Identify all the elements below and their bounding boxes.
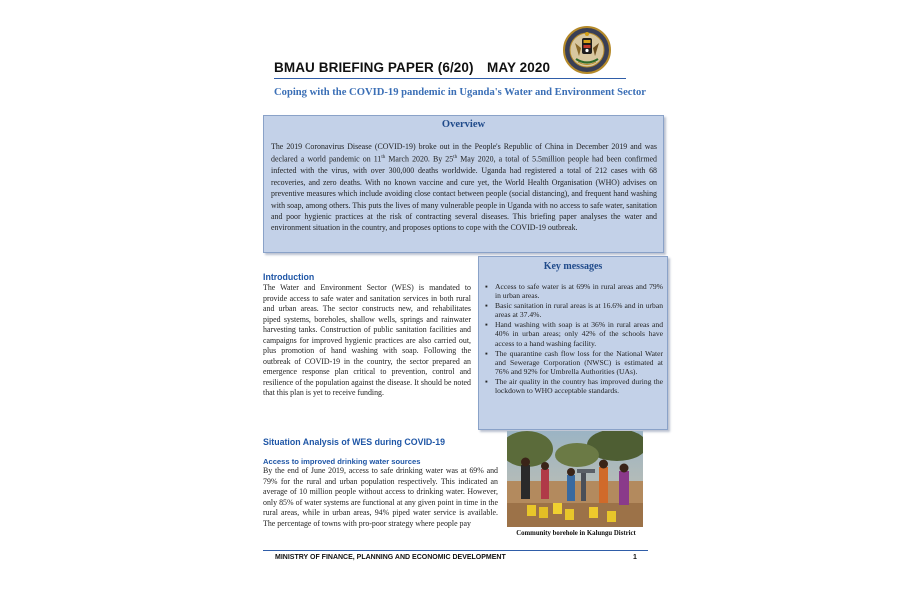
briefing-series: BMAU BRIEFING PAPER (6/20): [274, 60, 474, 75]
key-messages-list: [485, 282, 663, 396]
bullet-icon: ▪: [485, 320, 488, 330]
introduction-text: The Water and Environment Sector (WES) is mandated to provide access to safe water and sanitation services in both rural and urban areas. The sector constructs new, and rehabilitates piped systems, boreholes, shallow wells, springs and rainwater harvesting tanks. Construction of public sanitation facilities and campaigns for improved hygienic practices are also carried out, plus promotion of hand washing with soap. Following the outbreak of COVID-19 in the country, the sector prepared an emergence response plan critical to prevention, control and resilience of the population against the disease. It should be noted that this plan is yet to receive funding.: [263, 283, 471, 397]
bullet-icon: ▪: [485, 376, 488, 386]
overview-text: The 2019 Coronavirus Disease (COVID-19) broke out in the People's Republic of China in December 2019 and was declared a world pandemic on 11th March 2020. By 25th May 2020, a total of 5.5million people had been confirmed infected with the virus, with over 300,000 deaths worldwide. Uganda had registered a total of 212 cases with 68 recoveries, and zero deaths. With no known vaccine and cure yet, the World Health Organisation (WHO) advises on preventive measures which include avoiding close contact between people (social distancing), and frequent hand washing with soap, among others. This puts the lives of many vulnerable people in Uganda with no access to safe water, sanitation and poor hygienic practices at the risk of contracting several diseases. This briefing paper analyses the water and environment situation in the country, and proposes options to cope with the COVID-19 outbreak.: [271, 142, 657, 233]
key-message-item: ▪ Basic sanitation in rural areas is at 16.6% and in urban areas at 37.4%.: [485, 301, 663, 320]
header-rule: [274, 78, 626, 79]
footer-ministry: MINISTRY OF FINANCE, PLANNING AND ECONOMIC DEVELOPMENT: [275, 554, 506, 561]
drinking-water-subheading: Access to improved drinking water sources: [263, 457, 421, 466]
situation-heading: Situation Analysis of WES during COVID-19: [263, 437, 445, 447]
overview-heading: Overview: [441, 119, 486, 130]
bullet-icon: ▪: [485, 301, 488, 311]
uganda-coat-of-arms-icon: [562, 26, 612, 74]
footer-rule: [263, 550, 648, 551]
key-message-item: ▪ The air quality in the country has improved during the lockdown to WHO acceptable standards.: [485, 376, 663, 396]
bullet-icon: ▪: [485, 282, 488, 291]
overview-box: [263, 115, 664, 253]
situation-text: By the end of June 2019, access to safe drinking water was at 69% and 79% for the rural and urban population respectively. This indicated an average of 10 million people without access to drinking water. However, only 85% of water systems are functional at any given point in time in the rural areas, while in urban areas, 94% piped water service is available. The percentage of towns with pro-poor strategy where people pay: [263, 466, 498, 528]
borehole-photo: [507, 431, 643, 527]
paper-title: Coping with the COVID-19 pandemic in Uganda's Water and Environment Sector: [274, 87, 646, 98]
briefing-date: MAY 2020: [487, 60, 551, 75]
bullet-icon: ▪: [485, 348, 488, 358]
introduction-heading: Introduction: [263, 272, 315, 282]
photo-caption: Community borehole in Kalungu District: [516, 530, 636, 537]
key-messages-heading: Key messages: [543, 261, 603, 272]
key-messages-box: [478, 256, 668, 430]
page-number: 1: [633, 554, 637, 561]
key-message-item: ▪ Hand washing with soap is at 36% in rural areas and 40% in urban areas; only 42% of the schools have access to a hand washing facility.: [485, 320, 663, 348]
key-message-item: ▪ The quarantine cash flow loss for the National Water and Sewerage Corporation (NWSC) is estimated at 76% and 92% for Umbrella Authorities (UAs).: [485, 348, 663, 377]
key-message-item: ▪ Access to safe water is at 69% in rural areas and 79% in urban areas.: [485, 282, 663, 301]
